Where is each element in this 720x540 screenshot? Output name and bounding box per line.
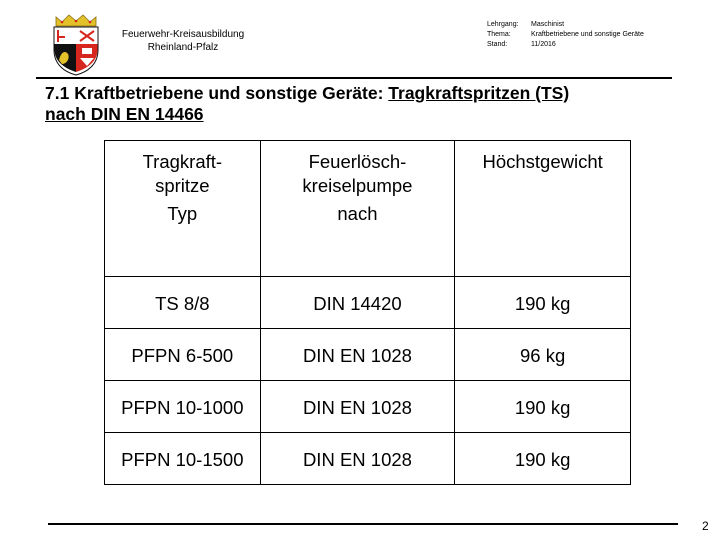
table-row xyxy=(105,277,631,329)
meta-value: 11/2016 xyxy=(531,41,556,48)
table-cell-standard: DIN EN 1028 xyxy=(260,433,455,485)
table-cell-weight: 190 kg xyxy=(455,381,631,433)
header-line: Höchstgewicht xyxy=(482,151,603,172)
meta-row-course xyxy=(487,20,644,30)
meta-row-date xyxy=(487,40,644,50)
header-line: nach xyxy=(337,203,378,224)
table-cell-standard: DIN EN 1028 xyxy=(260,329,455,381)
org-line-2: Rheinland-Pfalz xyxy=(147,42,219,53)
table-cell-weight: 190 kg xyxy=(455,277,631,329)
meta-value: Kraftbetriebene und sonstige Geräte xyxy=(531,31,644,38)
organization-name xyxy=(112,28,254,54)
header-cell-weight xyxy=(455,141,631,277)
meta-row-topic xyxy=(487,30,644,40)
table-row xyxy=(105,329,631,381)
title-prefix: 7.1 Kraftbetriebene und sonstige Geräte: xyxy=(45,83,389,103)
title-underlined-1: Tragkraftspritzen (TS) xyxy=(388,83,570,103)
table-cell-type: PFPN 10-1000 xyxy=(105,381,261,433)
header-line: Tragkraft- xyxy=(142,151,223,172)
footer-divider xyxy=(48,523,678,525)
header-cell-pump xyxy=(260,141,455,277)
table-cell-weight: 190 kg xyxy=(455,433,631,485)
table-row xyxy=(105,381,631,433)
meta-key: Lehrgang: xyxy=(487,21,519,28)
table-cell-weight: 96 kg xyxy=(455,329,631,381)
header-line: kreiselpumpe xyxy=(302,175,413,196)
table-cell-type: PFPN 10-1500 xyxy=(105,433,261,485)
org-line-1: Feuerwehr-Kreisausbildung xyxy=(121,29,245,40)
meta-key: Thema: xyxy=(487,31,511,38)
header-cell-type xyxy=(105,141,261,277)
header-divider xyxy=(36,77,672,79)
title-underlined-2: nach DIN EN 14466 xyxy=(45,104,204,124)
header-line: Typ xyxy=(167,203,198,224)
table-cell-standard: DIN 14420 xyxy=(260,277,455,329)
course-meta xyxy=(487,20,644,50)
meta-key: Stand: xyxy=(487,41,508,48)
pump-spec-table xyxy=(104,140,631,485)
table-row xyxy=(105,433,631,485)
rheinland-pfalz-crest-icon xyxy=(50,14,102,76)
page-number: 2 xyxy=(702,519,709,533)
meta-value: Maschinist xyxy=(531,21,565,28)
table-cell-standard: DIN EN 1028 xyxy=(260,381,455,433)
table-cell-type: TS 8/8 xyxy=(105,277,261,329)
table-cell-type: PFPN 6-500 xyxy=(105,329,261,381)
header-line: spritze xyxy=(155,175,210,196)
page-title xyxy=(45,83,685,125)
header-line: Feuerlösch- xyxy=(308,151,407,172)
table-header-row xyxy=(105,141,631,277)
